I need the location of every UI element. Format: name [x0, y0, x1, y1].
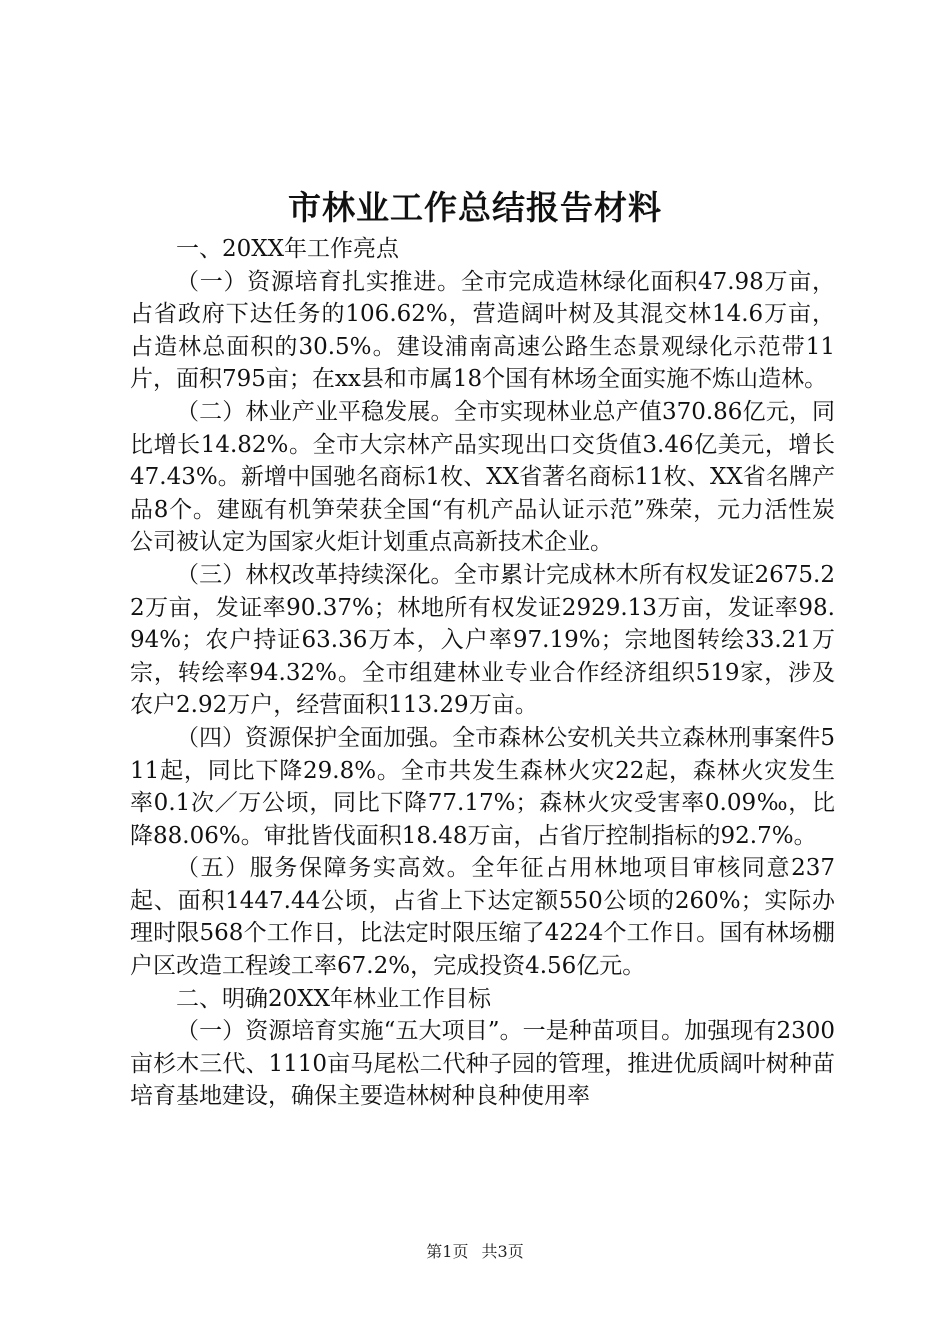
paragraph: （一）资源培育扎实推进。全市完成造林绿化面积47.98万亩，占省政府下达任务的106.62%，营造阔叶树及其混交林14.6万亩，占造林总面积的30.5%。建设浦南高速公路生态景观绿化示范带11片，面积795亩；在xx县和市属18个国有林场全面实施不炼山造林。: [130, 268, 835, 393]
page-number: 第1页: [426, 1242, 469, 1261]
page-footer: [0, 1240, 950, 1264]
document-title: 市林业工作总结报告材料: [288, 188, 662, 227]
paragraph: （一）资源培育实施“五大项目”。一是种苗项目。加强现有2300亩杉木三代、1110亩马尾松二代种子园的管理，推进优质阔叶树种苗培育基地建设，确保主要造林树种良种使用率: [130, 1018, 835, 1110]
section-heading: 一、20XX年工作亮点: [176, 236, 400, 262]
page-total: 共3页: [481, 1242, 524, 1261]
paragraph: （三）林权改革持续深化。全市累计完成林木所有权发证2675.22万亩，发证率90.37%；林地所有权发证2929.13万亩，发证率98.94%；农户持证63.36万本，入户率97.19%；宗地图转绘33.21万宗，转绘率94.32%。全市组建林业专业合作经济组织519家，涉及农户2.92万户，经营面积113.29万亩。: [130, 561, 835, 719]
document-body: [130, 233, 835, 1113]
paragraph: （四）资源保护全面加强。全市森林公安机关共立森林刑事案件511起，同比下降29.8%。全市共发生森林火灾22起，森林火灾发生率0.1次／万公顷，同比下降77.17%；森林火灾受害率0.09‰，比降88.06%。审批皆伐面积18.48万亩，占省厅控制指标的92.7%。: [130, 724, 835, 849]
paragraph: （五）服务保障务实高效。全年征占用林地项目审核同意237起、面积1447.44公顷，占省上下达定额550公顷的260%；实际办理时限568个工作日，比法定时限压缩了4224个工作日。国有林场棚户区改造工程竣工率67.2%，完成投资4.56亿元。: [130, 855, 835, 980]
section-heading: 二、明确20XX年林业工作目标: [176, 985, 492, 1012]
paragraph: （二）林业产业平稳发展。全市实现林业总产值370.86亿元，同比增长14.82%。全市大宗林产品实现出口交货值3.46亿美元，增长47.43%。新增中国驰名商标1枚、XX省著名商标11枚、XX省名牌产品8个。建瓯有机笋荣获全国“有机产品认证示范”殊荣，元力活性炭公司被认定为国家火炬计划重点高新技术企业。: [130, 398, 835, 556]
